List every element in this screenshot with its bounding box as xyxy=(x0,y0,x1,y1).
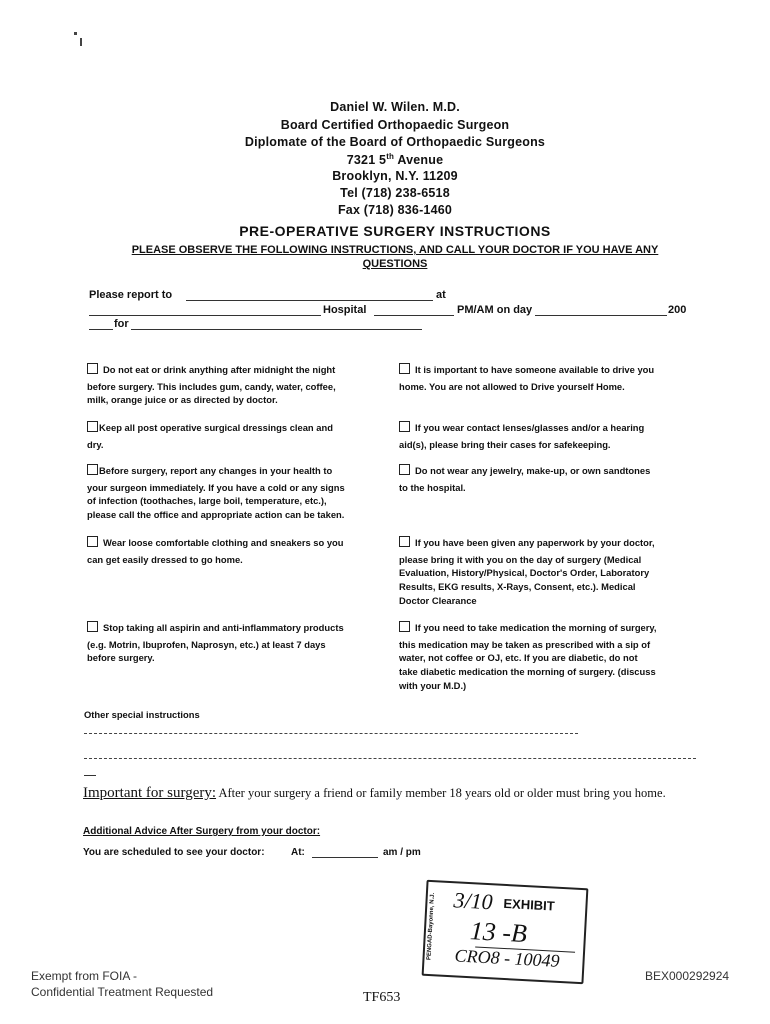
special-instructions-line[interactable] xyxy=(84,775,96,776)
exempt-label: Exempt from FOIA - xyxy=(31,969,138,983)
hospital-field[interactable] xyxy=(89,315,321,316)
stamp-date: 3/10 xyxy=(452,887,494,915)
other-special-label: Other special instructions xyxy=(84,709,200,720)
instructions-subtitle-cont: QUESTIONS xyxy=(362,258,428,270)
checkbox[interactable] xyxy=(399,421,410,432)
checkbox[interactable] xyxy=(399,363,410,374)
for-field-pre[interactable] xyxy=(89,329,113,330)
fax: Fax (718) 836-1460 xyxy=(337,203,453,217)
checkbox[interactable] xyxy=(399,536,410,547)
instruction-health-changes: Before surgery, report any changes in your health to your surgeon immediately. If you have a cold or any signs of infection (toothaches, large boil, temperature, etc.), please call the office and appropriate action can be taken. xyxy=(87,465,345,521)
pm-am-label: PM/AM on day xyxy=(457,304,533,316)
instruction-medication: If you need to take medication the morning of surgery, this medication may be taken as prescribed with a sip of water, not coffee or OJ, etc. If you are diabetic, do not take diabetic medication the morning of surgery. (discuss with your M.D.) xyxy=(399,622,657,691)
doctor-name: Daniel W. Wilen. M.D. xyxy=(330,100,460,114)
appointment-time-field[interactable] xyxy=(312,857,378,858)
checkbox[interactable] xyxy=(87,421,98,432)
address-street: 7321 5th Avenue xyxy=(346,152,444,168)
tf-number: TF653 xyxy=(363,990,401,1005)
special-instructions-line[interactable] xyxy=(84,758,696,759)
time-field[interactable] xyxy=(374,315,454,316)
at-time-label: At: xyxy=(291,847,305,858)
instruction-dressings: Keep all post operative surgical dressings clean and dry. xyxy=(87,422,333,450)
scheduled-label: You are scheduled to see your doctor: xyxy=(83,847,265,858)
additional-advice-label: Additional Advice After Surgery from your doctor: xyxy=(83,826,321,837)
instruction-driver: It is important to have someone available to drive you home. You are not allowed to Drive yourself Home. xyxy=(399,364,655,392)
stamp-ref: CRO8 - 10049 xyxy=(454,945,561,971)
at-label: at xyxy=(436,289,446,301)
scan-mark xyxy=(80,38,82,46)
doctor-diplomate: Diplomate of the Board of Orthopaedic Surgeons xyxy=(244,135,546,149)
report-to-field[interactable] xyxy=(186,300,433,301)
report-to-label: Please report to xyxy=(89,289,173,301)
bates-number: BEX000292924 xyxy=(645,969,730,983)
instruction-clothing: Wear loose comfortable clothing and sneakers so you can get easily dressed to go home. xyxy=(87,537,344,565)
doctor-credential: Board Certified Orthopaedic Surgeon xyxy=(280,118,510,132)
instruction-contacts: If you wear contact lenses/glasses and/or a hearing aid(s), please bring their cases for safekeeping. xyxy=(399,422,645,450)
year-label: 200 xyxy=(668,304,687,316)
day-field[interactable] xyxy=(535,315,667,316)
checkbox[interactable] xyxy=(87,464,98,475)
important-label: Important for surgery: xyxy=(83,785,217,801)
stamp-number: 13 -B xyxy=(469,916,528,949)
confidential-label: Confidential Treatment Requested xyxy=(31,985,214,999)
address-city: Brooklyn, N.Y. 11209 xyxy=(332,169,458,183)
checkbox[interactable] xyxy=(87,363,98,374)
hospital-label: Hospital xyxy=(323,304,367,316)
page-title: PRE-OPERATIVE SURGERY INSTRUCTIONS xyxy=(239,223,551,239)
special-instructions-line[interactable] xyxy=(84,733,578,734)
important-note xyxy=(83,785,666,802)
instruction-no-eat: Do not eat or drink anything after midnight the night before surgery. This includes gum, candy, water, coffee, milk, orange juice or as directed by doctor. xyxy=(87,364,336,406)
for-field[interactable] xyxy=(131,329,422,330)
for-label: for xyxy=(114,318,129,330)
phone: Tel (718) 238-6518 xyxy=(340,186,450,200)
instruction-aspirin: Stop taking all aspirin and anti-inflammatory products (e.g. Motrin, Ibuprofen, Naprosyn, etc.) at least 7 days before surgery. xyxy=(87,622,344,664)
exhibit-stamp xyxy=(422,880,589,984)
stamp-exhibit: EXHIBIT xyxy=(503,895,556,914)
instructions-subtitle: PLEASE OBSERVE THE FOLLOWING INSTRUCTIONS, AND CALL YOUR DOCTOR IF YOU HAVE ANY xyxy=(131,244,659,256)
stamp-side-text: PENGAD-Bayonne, N.J. xyxy=(426,892,436,961)
checkbox[interactable] xyxy=(399,621,410,632)
important-text: After your surgery a friend or family member 18 years old or older must bring you home. xyxy=(216,786,666,800)
instruction-paperwork: If you have been given any paperwork by your doctor, please bring it with you on the day of surgery (Medical Evaluation, History/Physical, Doctor's Order, Laboratory Results, EKG results, X-Rays, Consent, etc.). Medical Doctor Clearance xyxy=(399,537,655,606)
scan-mark xyxy=(74,32,77,35)
am-pm-label: am / pm xyxy=(383,847,421,858)
instruction-jewelry: Do not wear any jewelry, make-up, or own sandtones to the hospital. xyxy=(399,465,651,493)
checkbox[interactable] xyxy=(87,621,98,632)
checkbox[interactable] xyxy=(87,536,98,547)
checkbox[interactable] xyxy=(399,464,410,475)
